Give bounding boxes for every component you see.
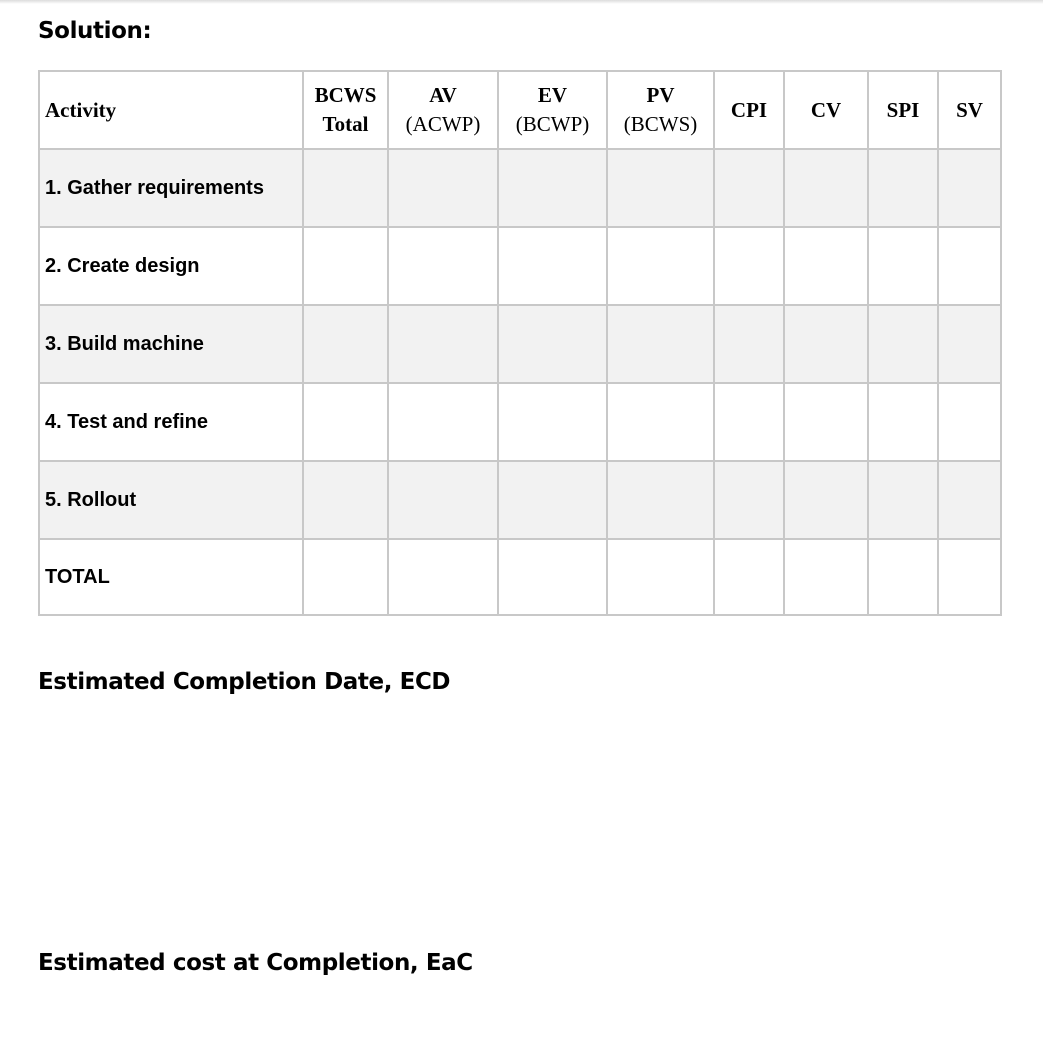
bcws-total-header [303,71,388,149]
bcws-cell[interactable] [303,227,388,305]
av-total-cell[interactable] [388,539,498,615]
bcws-cell[interactable] [303,461,388,539]
ev-header [498,71,607,149]
bcws-sub-header-label: (BCWS) [623,112,698,136]
cv-cell[interactable] [784,461,868,539]
cpi-cell[interactable] [714,149,784,227]
activity-label: 4. Test and refine [39,383,303,461]
pv-header [607,71,714,149]
total-header-label: Total [322,112,369,136]
sv-cell[interactable] [938,305,1001,383]
pv-cell[interactable] [607,149,714,227]
cv-header: CV [784,71,868,149]
cv-cell[interactable] [784,305,868,383]
table-row [39,305,1001,383]
spi-cell[interactable] [868,149,938,227]
table-row [39,149,1001,227]
total-row [39,539,1001,615]
av-header [388,71,498,149]
table-header-row [39,71,1001,149]
pv-cell[interactable] [607,227,714,305]
av-cell[interactable] [388,227,498,305]
bcwp-header-label: (BCWP) [515,112,590,136]
eac-heading: Estimated cost at Completion, EaC [38,950,473,976]
pv-total-cell[interactable] [607,539,714,615]
spi-cell[interactable] [868,461,938,539]
av-cell[interactable] [388,149,498,227]
ev-cell[interactable] [498,461,607,539]
solution-heading: Solution: [38,18,152,44]
sv-header: SV [938,71,1001,149]
earned-value-table [38,70,1002,616]
av-cell[interactable] [388,461,498,539]
cpi-header: CPI [714,71,784,149]
spi-header: SPI [868,71,938,149]
activity-label: 5. Rollout [39,461,303,539]
activity-label: 1. Gather requirements [39,149,303,227]
ev-cell[interactable] [498,149,607,227]
av-cell[interactable] [388,383,498,461]
cv-cell[interactable] [784,383,868,461]
bcws-cell[interactable] [303,305,388,383]
ev-cell[interactable] [498,227,607,305]
cpi-cell[interactable] [714,461,784,539]
bcws-cell[interactable] [303,383,388,461]
bcws-cell[interactable] [303,149,388,227]
spi-cell[interactable] [868,227,938,305]
activity-label: 2. Create design [39,227,303,305]
acwp-header-label: (ACWP) [405,112,481,136]
activity-header: Activity [39,71,303,149]
cpi-cell[interactable] [714,383,784,461]
pv-cell[interactable] [607,461,714,539]
table-row [39,227,1001,305]
sv-cell[interactable] [938,227,1001,305]
page-top-shadow [0,0,1043,4]
sv-cell[interactable] [938,383,1001,461]
cpi-cell[interactable] [714,305,784,383]
cv-cell[interactable] [784,227,868,305]
cpi-cell[interactable] [714,227,784,305]
pv-cell[interactable] [607,383,714,461]
cpi-total-cell[interactable] [714,539,784,615]
ev-total-cell[interactable] [498,539,607,615]
bcws-header-label: BCWS [314,83,377,107]
bcws-total-cell[interactable] [303,539,388,615]
cv-total-cell[interactable] [784,539,868,615]
av-cell[interactable] [388,305,498,383]
activity-label: 3. Build machine [39,305,303,383]
cv-cell[interactable] [784,149,868,227]
pv-cell[interactable] [607,305,714,383]
total-label: TOTAL [39,539,303,615]
ev-cell[interactable] [498,383,607,461]
sv-cell[interactable] [938,149,1001,227]
spi-cell[interactable] [868,305,938,383]
av-header-label: AV [429,83,457,107]
sv-cell[interactable] [938,461,1001,539]
table-row [39,461,1001,539]
spi-total-cell[interactable] [868,539,938,615]
ev-cell[interactable] [498,305,607,383]
pv-header-label: PV [646,83,675,107]
table-row [39,383,1001,461]
sv-total-cell[interactable] [938,539,1001,615]
ev-header-label: EV [537,83,568,107]
ecd-heading: Estimated Completion Date, ECD [38,669,451,695]
spi-cell[interactable] [868,383,938,461]
